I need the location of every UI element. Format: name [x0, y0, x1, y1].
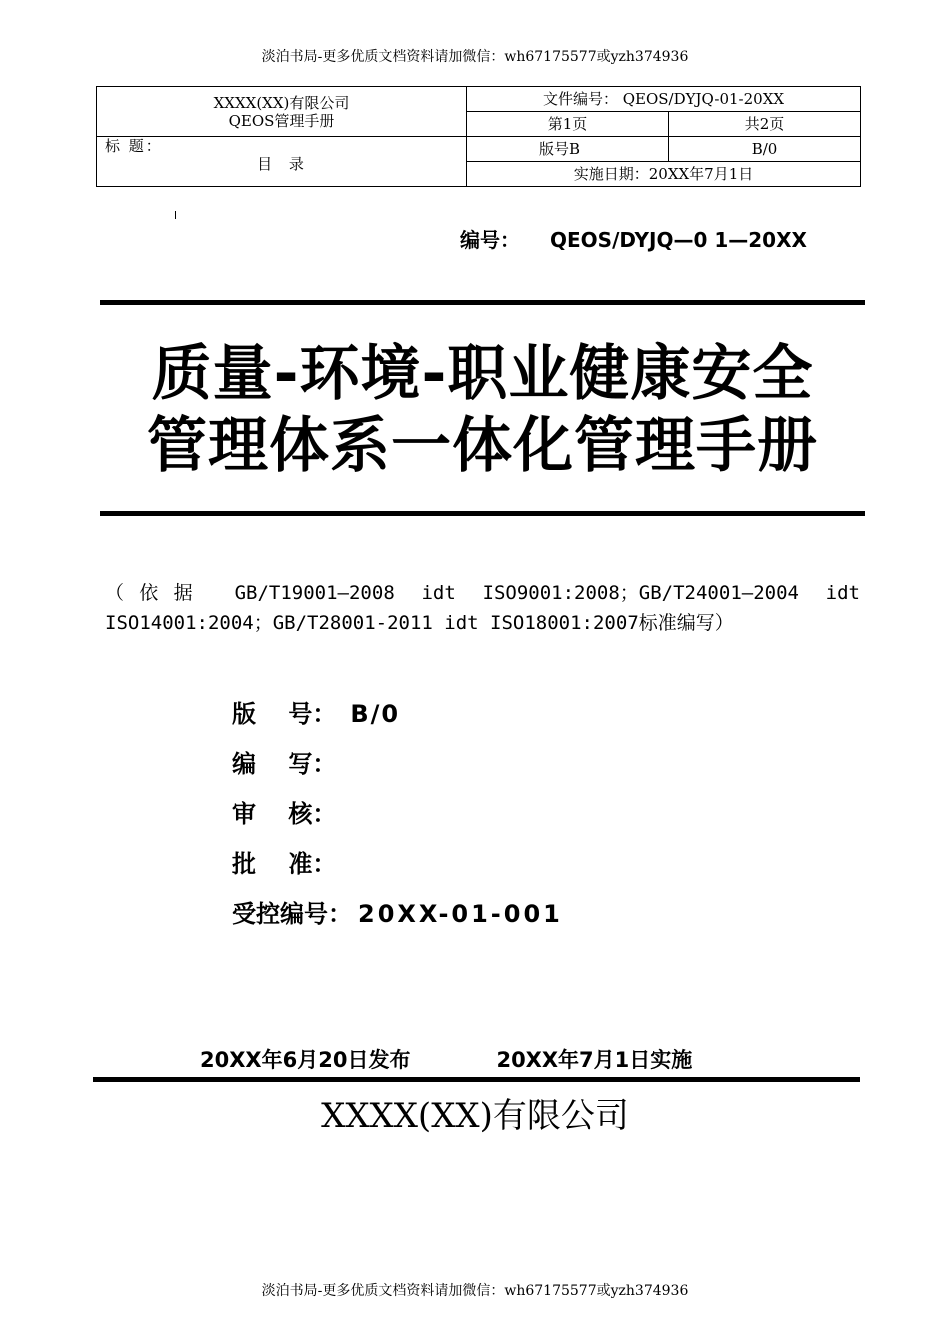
header-manual: QEOS管理手册 [228, 111, 335, 130]
document-header-table [96, 86, 861, 187]
header-version-label: 版号B [467, 137, 669, 162]
header-total-pages: 共2页 [669, 112, 861, 137]
effective-date: 20XX年7月1日实施 [496, 1048, 693, 1072]
header-file-no: 文件编号： QEOS/DYJQ-01-20XX [467, 87, 861, 112]
header-title-label: 标 题： [105, 137, 163, 155]
header-page: 第1页 [467, 112, 669, 137]
issue-date: 20XX年6月20日发布 [200, 1048, 411, 1072]
watermark-top: 淡泊书局-更多优质文档资料请加微信：wh67175577或yzh374936 [261, 49, 689, 65]
header-title-value: 目 录 [257, 155, 310, 173]
divider-bottom [93, 1077, 860, 1082]
version-field [232, 694, 400, 729]
tick-mark [175, 211, 176, 219]
control-number-field [232, 894, 563, 929]
dates-line [200, 1044, 692, 1074]
header-company-cell [97, 87, 467, 137]
standards-basis: （依据 GB/T19001—2008 idt ISO9001:2008；GB/T24001—2004 idt ISO14001:2004；GB/T28001-2011 idt ISO18001:2007标准编写） [105, 582, 860, 634]
main-title [100, 338, 865, 482]
company-footer: XXXX(XX)有限公司 [321, 1096, 629, 1136]
main-title-line2: 管理体系一体化管理手册 [147, 411, 818, 481]
divider-top [100, 300, 865, 305]
author-label: 编 写： [232, 750, 337, 778]
approve-label: 批 准： [232, 850, 337, 878]
version-value: B/0 [350, 700, 401, 728]
version-label: 版 号： [232, 700, 337, 728]
header-title-cell [97, 137, 467, 187]
main-title-line1: 质量-环境-职业健康安全 [151, 339, 814, 409]
approve-field [232, 844, 336, 879]
author-field [232, 744, 336, 779]
doc-number [460, 224, 807, 253]
doc-number-value: QEOS/DYJQ—0 1—20XX [550, 228, 807, 252]
control-number-label: 受控编号： [232, 900, 352, 928]
header-version-value: B/0 [669, 137, 861, 162]
watermark-bottom: 淡泊书局-更多优质文档资料请加微信：wh67175577或yzh374936 [261, 1283, 689, 1299]
doc-number-label: 编号： [460, 228, 520, 252]
review-field [232, 794, 336, 829]
header-company: XXXX(XX)有限公司 [213, 93, 350, 112]
review-label: 审 核： [232, 800, 337, 828]
control-number-value: 20XX-01-001 [358, 900, 563, 928]
divider-middle [100, 511, 865, 516]
header-effective-date: 实施日期：20XX年7月1日 [467, 162, 861, 187]
